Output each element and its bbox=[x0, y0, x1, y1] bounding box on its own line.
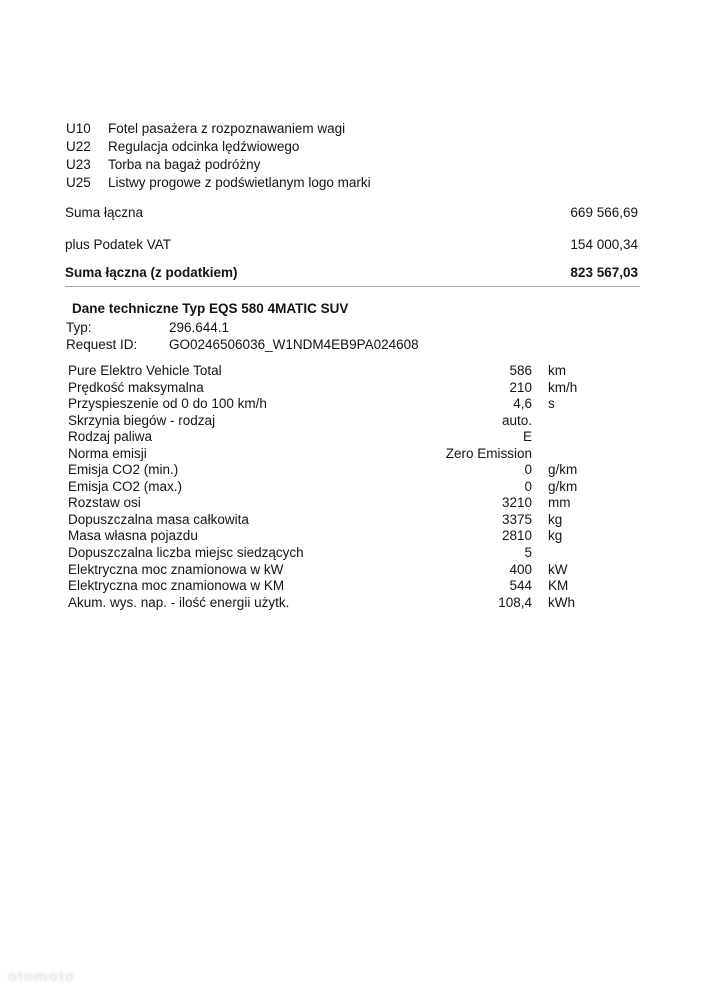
spec-label: Elektryczna moc znamionowa w KM bbox=[68, 578, 285, 594]
spec-row bbox=[68, 380, 598, 397]
spec-row bbox=[68, 528, 598, 545]
spec-label: Przyspieszenie od 0 do 100 km/h bbox=[68, 396, 267, 412]
spec-unit: mm bbox=[548, 495, 571, 511]
spec-row bbox=[68, 512, 598, 529]
specs-table bbox=[68, 363, 598, 611]
spec-row bbox=[68, 413, 598, 430]
meta-label: Typ: bbox=[66, 320, 92, 335]
spec-row bbox=[68, 595, 598, 612]
spec-unit bbox=[548, 446, 598, 463]
spec-value: auto. bbox=[501, 412, 532, 428]
meta-value: GO0246506036_W1NDM4EB9PA024608 bbox=[169, 337, 419, 352]
spec-label: Emisja CO2 (min.) bbox=[68, 462, 179, 478]
watermark: otomoto bbox=[8, 968, 75, 985]
spec-row bbox=[68, 429, 598, 446]
total-row bbox=[65, 204, 638, 222]
spec-label: Akum. wys. nap. - ilość energii użytk. bbox=[68, 594, 290, 610]
spec-value: 4,6 bbox=[513, 396, 532, 412]
total-label: Suma łączna bbox=[65, 205, 144, 220]
total-row bbox=[65, 264, 638, 282]
spec-label: Masa własna pojazdu bbox=[68, 528, 198, 544]
spec-value: 586 bbox=[509, 363, 532, 378]
equipment-options-list bbox=[66, 120, 626, 192]
technical-data-title: Dane techniczne Typ EQS 580 4MATIC SUV bbox=[72, 301, 349, 316]
spec-row bbox=[68, 495, 598, 512]
spec-unit: s bbox=[548, 396, 555, 412]
spec-value: 2810 bbox=[501, 528, 532, 544]
spec-value: 108,4 bbox=[498, 594, 532, 610]
spec-row bbox=[68, 545, 598, 562]
option-label: Fotel pasażera z rozpoznawaniem wagi bbox=[108, 121, 346, 136]
total-amount: 823 567,03 bbox=[570, 265, 638, 280]
spec-unit: g/km bbox=[548, 478, 578, 494]
spec-value: 210 bbox=[509, 379, 532, 395]
spec-unit bbox=[548, 413, 598, 430]
spec-unit: kW bbox=[548, 561, 568, 577]
spec-unit: km/h bbox=[548, 379, 578, 395]
meta-row bbox=[66, 336, 626, 353]
spec-value: 5 bbox=[524, 545, 532, 561]
spec-unit: KM bbox=[548, 578, 569, 594]
technical-data-meta bbox=[66, 319, 626, 353]
spec-value: Zero Emission bbox=[445, 445, 532, 461]
spec-label: Pure Elektro Vehicle Total bbox=[68, 363, 222, 378]
spec-unit: km bbox=[548, 363, 566, 378]
spec-label: Elektryczna moc znamionowa w kW bbox=[68, 561, 284, 577]
total-amount: 669 566,69 bbox=[570, 205, 638, 220]
spec-value: 3210 bbox=[501, 495, 532, 511]
option-code: U23 bbox=[66, 157, 91, 172]
spec-label: Prędkość maksymalna bbox=[68, 379, 204, 395]
equipment-option-row bbox=[66, 120, 626, 138]
option-code: U25 bbox=[66, 175, 91, 190]
spec-label: Norma emisji bbox=[68, 445, 147, 461]
spec-value: 0 bbox=[524, 462, 532, 478]
spec-row bbox=[68, 562, 598, 579]
spec-row bbox=[68, 446, 598, 463]
equipment-option-row bbox=[66, 156, 626, 174]
spec-unit: kWh bbox=[548, 594, 575, 610]
spec-unit bbox=[548, 545, 598, 562]
option-code: U10 bbox=[66, 121, 91, 136]
total-amount: 154 000,34 bbox=[570, 237, 638, 252]
spec-label: Rodzaj paliwa bbox=[68, 429, 153, 445]
spec-value: 400 bbox=[509, 561, 532, 577]
meta-value: 296.644.1 bbox=[169, 320, 230, 335]
spec-value: 3375 bbox=[501, 511, 532, 527]
total-label: plus Podatek VAT bbox=[65, 237, 172, 252]
equipment-option-row bbox=[66, 174, 626, 192]
spec-label: Skrzynia biegów - rodzaj bbox=[68, 412, 216, 428]
meta-label: Request ID: bbox=[66, 337, 138, 352]
spec-value: E bbox=[522, 429, 532, 445]
totals-divider-line bbox=[65, 286, 640, 287]
total-label: Suma łączna (z podatkiem) bbox=[65, 265, 238, 280]
spec-unit: kg bbox=[548, 511, 563, 527]
option-label: Listwy progowe z podświetlanym logo marki bbox=[108, 175, 371, 190]
spec-row bbox=[68, 578, 598, 595]
meta-row bbox=[66, 319, 626, 336]
option-label: Regulacja odcinka lędźwiowego bbox=[108, 139, 300, 154]
totals-section bbox=[65, 204, 638, 282]
spec-value: 544 bbox=[509, 578, 532, 594]
total-row bbox=[65, 236, 638, 254]
spec-row bbox=[68, 396, 598, 413]
spec-row bbox=[68, 479, 598, 496]
equipment-option-row bbox=[66, 138, 626, 156]
spec-unit bbox=[548, 429, 598, 446]
spec-unit: kg bbox=[548, 528, 563, 544]
spec-label: Emisja CO2 (max.) bbox=[68, 478, 183, 494]
spec-value: 0 bbox=[524, 478, 532, 494]
option-label: Torba na bagaż podróżny bbox=[108, 157, 261, 172]
spec-label: Dopuszczalna masa całkowita bbox=[68, 511, 249, 527]
option-code: U22 bbox=[66, 139, 91, 154]
spec-label: Dopuszczalna liczba miejsc siedzących bbox=[68, 545, 304, 561]
spec-label: Rozstaw osi bbox=[68, 495, 141, 511]
spec-row bbox=[68, 363, 598, 380]
spec-row bbox=[68, 462, 598, 479]
spec-unit: g/km bbox=[548, 462, 578, 478]
